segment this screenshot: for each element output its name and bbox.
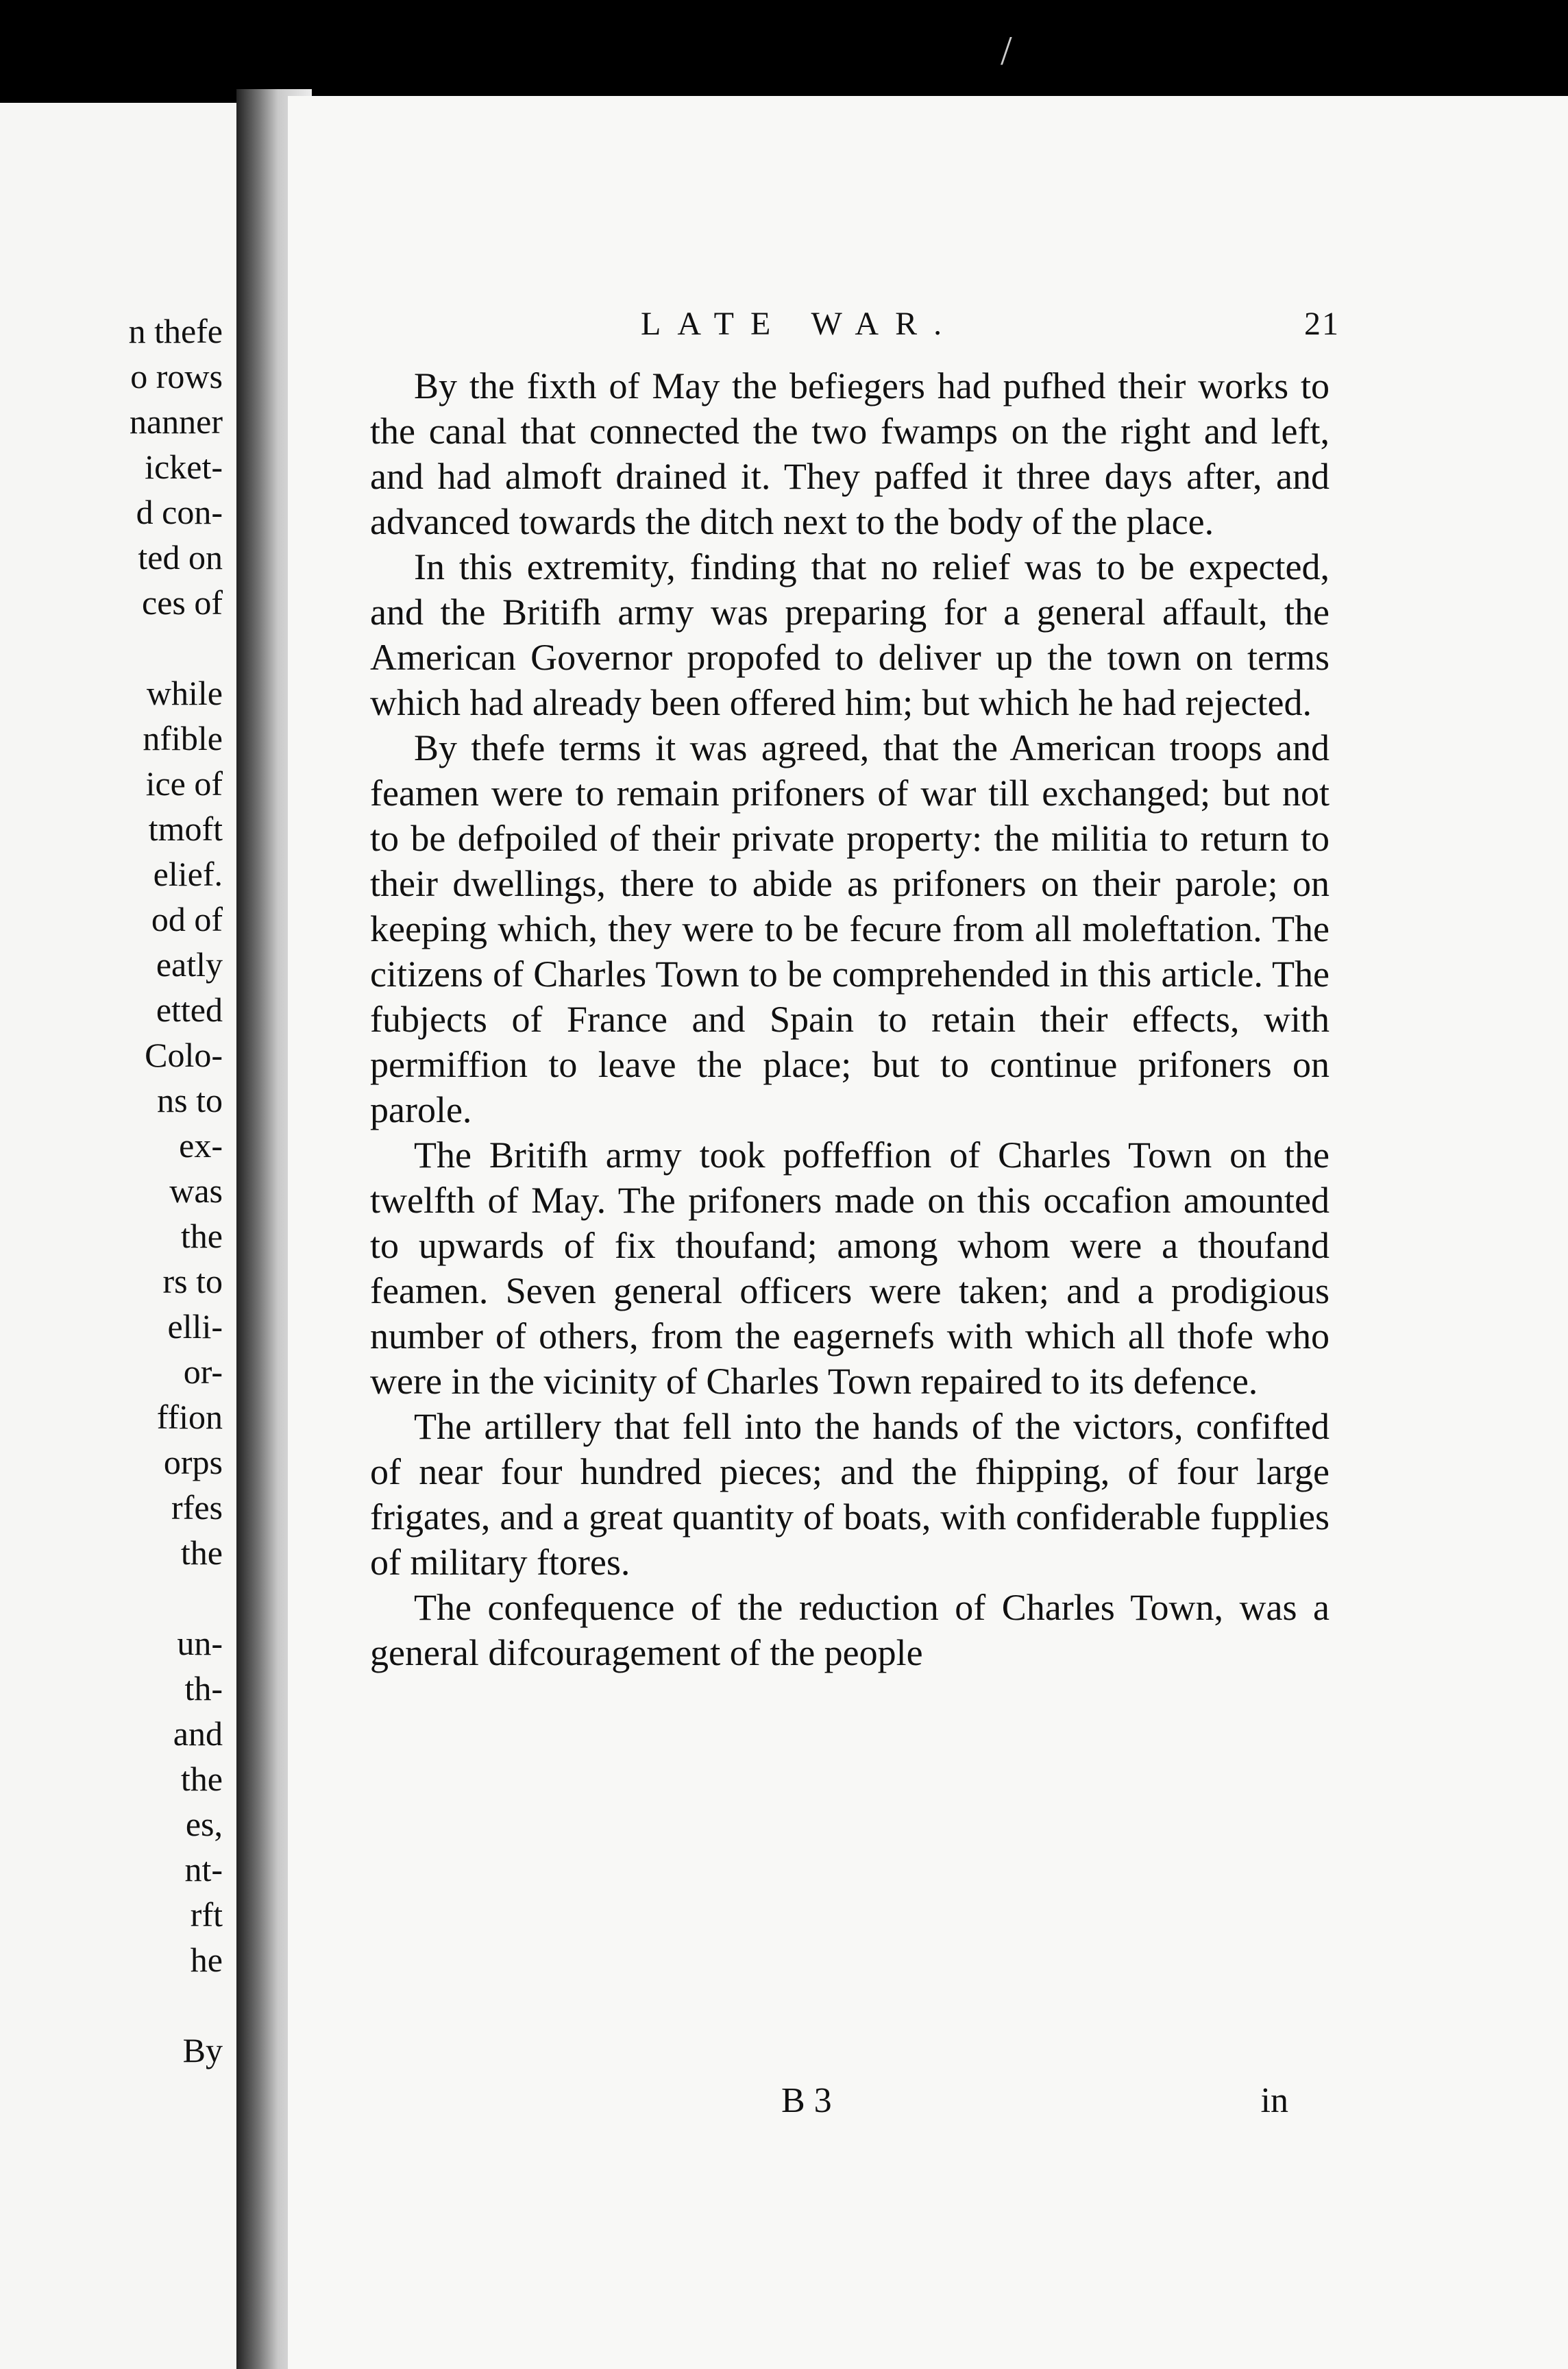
signature-mark: B 3	[781, 2081, 832, 2120]
left-page-line: was	[169, 1171, 223, 1210]
left-page	[0, 103, 236, 2369]
left-page-line: eatly	[156, 945, 223, 984]
left-page-line: nt-	[184, 1850, 223, 1888]
left-page-line: o rows	[130, 357, 223, 396]
left-page-line: od of	[151, 900, 223, 938]
left-page-line: the	[180, 1760, 223, 1798]
left-page-line	[129, 625, 223, 670]
left-page-line: es,	[185, 1805, 223, 1843]
left-page-line: tmoft	[148, 810, 223, 848]
left-page-text-fragments	[129, 308, 236, 2073]
left-page-line: etted	[156, 991, 223, 1029]
left-page-line	[129, 1575, 223, 1620]
paragraph: The artillery that fell into the hands of the victors, confifted of near four hundred pieces; and the fhipping, of four large frigates, and a great quantity of boats, with confiderable fupplies of military ftores.	[370, 1406, 1330, 1583]
left-page-line: rfes	[171, 1488, 223, 1527]
left-page-line: elli-	[167, 1307, 223, 1346]
left-page-line: ns to	[157, 1081, 223, 1119]
paragraph: The confequence of the reduction of Charles Town, was a general difcouragement of the people	[370, 1587, 1330, 1673]
left-page-line: icket-	[145, 448, 223, 486]
left-page-line: orps	[163, 1443, 223, 1481]
left-page-line: or-	[183, 1352, 223, 1391]
left-page-line: un-	[177, 1624, 223, 1662]
paragraph: By thefe terms it was agreed, that the American troops and feamen were to remain prifoners of war till exchanged; but not to be defpoiled of their private property: the militia to return to their dwellings, there to abide as prifoners on their parole; on keeping which, they were to be fecure from all moleftation. The citizens of Charles Town to be comprehended in this article. The fubjects of France and Spain to retain their effects, with permiffion to leave the place; but to continue prifoners on parole.	[370, 727, 1330, 1130]
paragraph: The Britifh army took poffeffion of Charles Town on the twelfth of May. The prifoners made on this occafion amounted to upwards of fix thoufand; among whom were a thoufand feamen. Seven general officers were taken; and a prodigious number of others, from the eagernefs with which all thofe who were in the vicinity of Charles Town repaired to its defence.	[370, 1134, 1330, 1402]
paragraph: By the fixth of May the befiegers had pufhed their works to the canal that connected the two fwamps on the right and left, and had almoft drained it. They paffed it three days after, and advanced towards the ditch next to the body of the place.	[370, 365, 1330, 542]
body-text	[370, 363, 1330, 1675]
left-page-line: rft	[190, 1895, 223, 1934]
left-page-line: while	[146, 674, 223, 712]
left-page-line: th-	[184, 1669, 223, 1708]
left-page-line: ex-	[179, 1126, 223, 1165]
left-page-line: d con-	[136, 493, 223, 531]
stray-ink-mark: /	[1001, 28, 1012, 73]
catchword: in	[1260, 2081, 1288, 2120]
left-page-line: and	[173, 1714, 223, 1753]
left-page-line: ffion	[156, 1398, 223, 1436]
running-head: LATE WAR.	[641, 306, 959, 342]
left-page-line: the	[180, 1217, 223, 1255]
paragraph: In this extremity, finding that no relief was to be expected, and the Britifh army was preparing for a general affault, the American Governor propofed to deliver up the town on terms which had already been offered him; but which he had rejected.	[370, 546, 1330, 723]
left-page-line: ted on	[138, 538, 223, 576]
left-page-line: ice of	[145, 764, 223, 803]
left-page-line: By	[182, 2031, 223, 2069]
left-page-line: Colo-	[145, 1036, 223, 1074]
left-page-line: ces of	[142, 583, 223, 622]
left-page-line: rs to	[162, 1262, 223, 1300]
left-page-line: nanner	[129, 402, 223, 441]
left-page-line: n thefe	[128, 312, 223, 350]
page-number: 21	[1304, 306, 1340, 342]
left-page-line: he	[190, 1941, 223, 1979]
left-page-line	[129, 1982, 223, 2028]
left-page-line: elief.	[153, 855, 223, 893]
left-page-line: the	[180, 1533, 223, 1572]
left-page-line: nfible	[143, 719, 223, 757]
